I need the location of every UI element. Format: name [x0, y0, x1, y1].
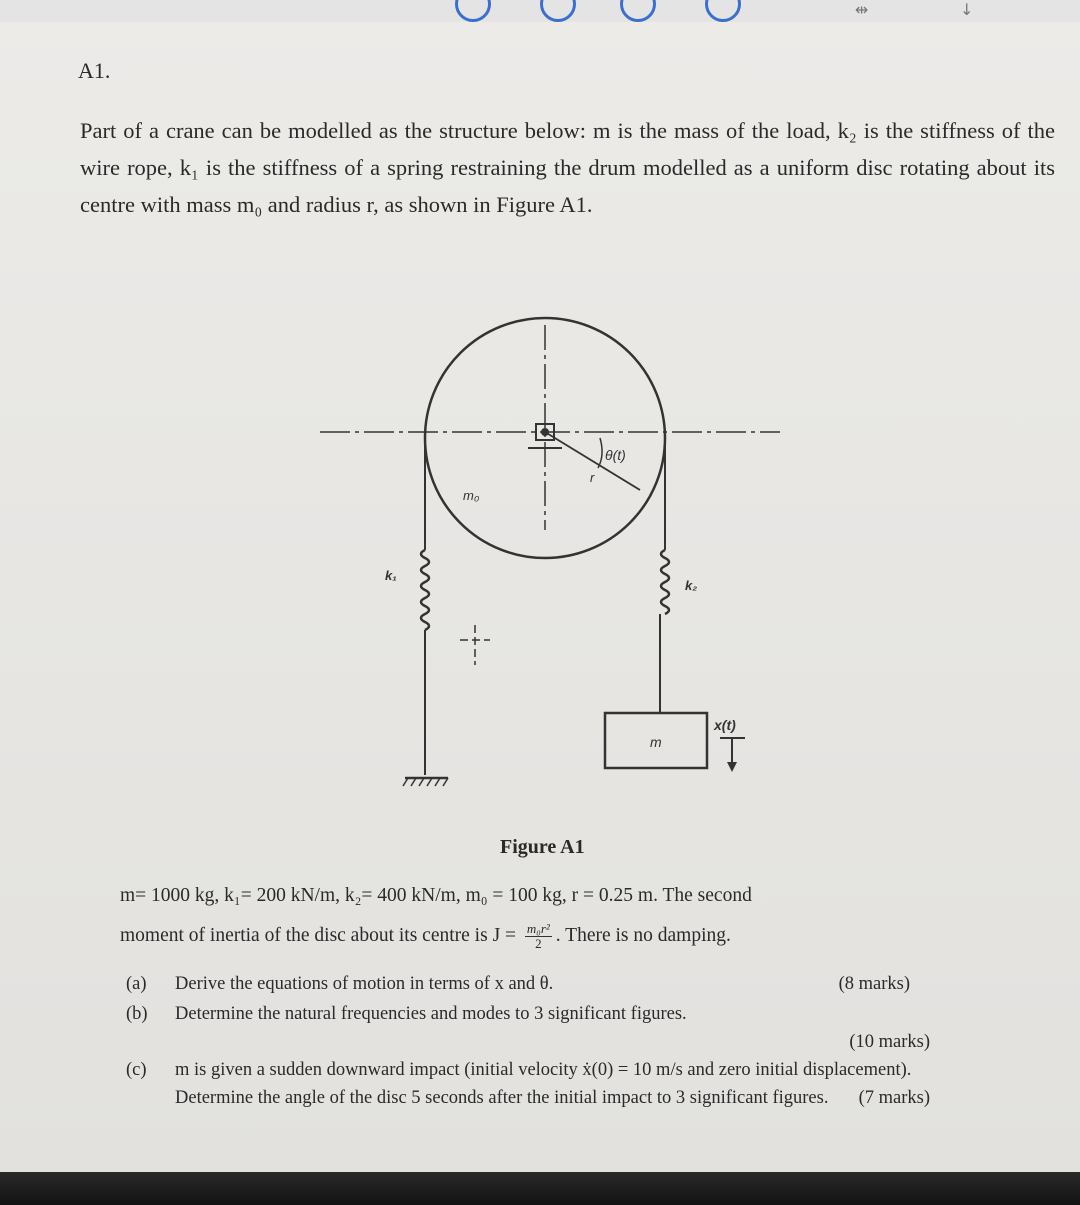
question-intro: Part of a crane can be modelled as the structure below: m is the mass of the load, k₂ is the stiffness of the wire rope, k₁ is the stiffness of a spring restraining the drum modelled as a uniform disc rotating about its centre with mass m₀ and radius r, as shown in Figure A1.: [80, 118, 1055, 217]
displacement-label: x(t): [714, 717, 736, 733]
part-text: Derive the equations of motion in terms of x and θ.: [175, 974, 554, 994]
parameters-line-2-suffix: . There is no damping.: [555, 925, 731, 946]
theta-arc: [598, 438, 602, 468]
radius-label: r: [590, 470, 595, 485]
mass-label: m: [650, 734, 662, 750]
part-text: m is given a sudden downward impact (initial velocity ẋ(0) = 10 m/s and zero initial displacement). Determine the angle of the disc 5 seconds after the initial impact to 3 significant figures.: [175, 1060, 912, 1108]
fraction-denominator: 2: [535, 936, 542, 952]
part-label: (a): [126, 974, 147, 994]
disc-mass-label: m₀: [463, 488, 480, 503]
monitor-bezel: [0, 1172, 1080, 1205]
parameters-line-1: m= 1000 kg, k₁= 200 kN/m, k₂= 400 kN/m, m₀ = 100 kg, r = 0.25 m. The second: [120, 885, 752, 906]
displacement-arrowhead: [727, 762, 737, 772]
question-parts: [120, 970, 970, 1112]
part-marks: (7 marks): [858, 1088, 930, 1108]
part-label: (b): [126, 1004, 148, 1024]
k2-label: k₂: [685, 578, 698, 593]
spring-k2: [661, 550, 669, 614]
download-arrow-icon[interactable]: ↓: [960, 0, 974, 19]
part-label: (c): [126, 1060, 147, 1080]
inertia-fraction: [525, 922, 552, 951]
question-number: A1.: [78, 58, 111, 83]
k1-label: k₁: [385, 568, 397, 583]
part-c: [120, 1056, 970, 1112]
spring-k1: [421, 550, 429, 630]
figure-caption: Figure A1: [500, 836, 585, 858]
theta-label: θ(t): [605, 447, 626, 463]
crane-figure: [300, 300, 800, 800]
parameters: [120, 876, 990, 956]
fit-page-icon[interactable]: ⇹: [855, 0, 869, 19]
part-marks: (10 marks): [849, 1032, 930, 1052]
parameters-line-2-prefix: moment of inertia of the disc about its centre is J =: [120, 925, 517, 946]
part-marks: (8 marks): [838, 974, 910, 994]
part-text: Determine the natural frequencies and modes to 3 significant figures.: [175, 1004, 687, 1024]
fraction-numerator: m₀r²: [526, 921, 550, 937]
part-a: [120, 970, 970, 998]
part-b: [120, 1000, 970, 1056]
